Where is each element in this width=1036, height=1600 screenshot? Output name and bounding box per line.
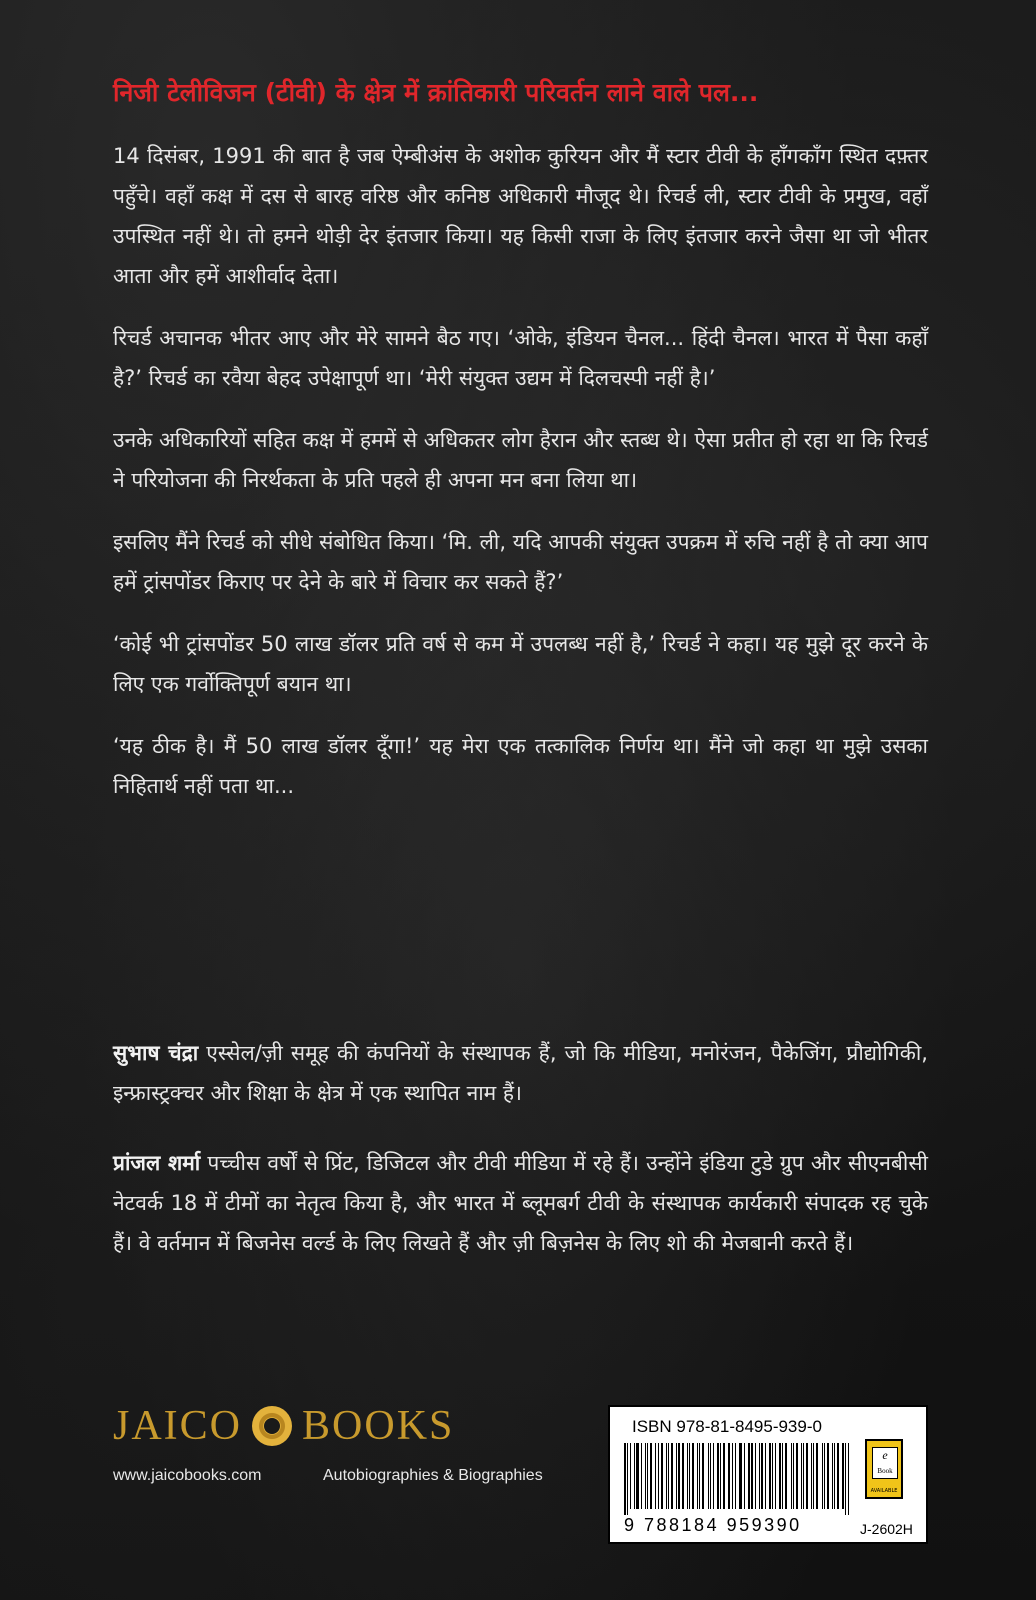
ebook-label bbox=[872, 1447, 898, 1479]
ebook-letter: e bbox=[882, 1448, 888, 1462]
ebook-available-icon bbox=[865, 1439, 903, 1499]
barcode-bar bbox=[848, 1443, 849, 1515]
logo-text-right: BOOKS bbox=[302, 1403, 455, 1449]
barcode-bar bbox=[666, 1443, 667, 1509]
barcode-bars bbox=[624, 1443, 852, 1517]
sun-emblem-icon bbox=[252, 1406, 292, 1446]
barcode-digits: 9 788184 959390 bbox=[624, 1515, 802, 1535]
barcode-bar bbox=[779, 1443, 781, 1509]
barcode-bar bbox=[678, 1443, 680, 1509]
author-name-1: सुभाष चंद्रा bbox=[113, 1041, 199, 1065]
author-bio-text-2: पच्चीस वर्षों से प्रिंट, डिजिटल और टीवी मीडिया में रहे हैं। उन्होंने इंडिया टुडे ग्रुप और सीएनबीसी नेटवर्क 18 में टीमों का नेतृत्व किया है, और भारत में ब्लूमबर्ग टीवी के संस्थापक कार्यकारी संपादक रह चुके हैं। वे वर्तमान में बिजनेस वर्ल्ड के लिए लिखते हैं और ज़ी बिज़नेस के लिए शो की मेजबानी करते हैं। bbox=[113, 1151, 928, 1255]
barcode-bar bbox=[676, 1443, 677, 1509]
author-name-2: प्रांजल शर्मा bbox=[113, 1151, 201, 1175]
barcode-bar bbox=[682, 1443, 684, 1509]
barcode-bar bbox=[761, 1443, 763, 1509]
barcode-bar bbox=[772, 1443, 773, 1509]
barcode-bar bbox=[641, 1443, 642, 1509]
barcode-bar bbox=[824, 1443, 825, 1509]
barcode-bar bbox=[647, 1443, 648, 1509]
paragraph-2: रिचर्ड अचानक भीतर आए और मेरे सामने बैठ गए। ‘ओके, इंडियन चैनल... हिंदी चैनल। भारत में पैसा कहाँ है?’ रिचर्ड का रवैया बेहद उपेक्षापूर्ण था। ‘मेरी संयुक्त उद्यम में दिलचस्पी नहीं है।’ bbox=[113, 325, 928, 390]
barcode-bar bbox=[759, 1443, 760, 1509]
barcode-bar bbox=[740, 1443, 742, 1509]
barcode-bar bbox=[782, 1443, 783, 1509]
publisher-website[interactable]: www.jaicobooks.com bbox=[113, 1467, 262, 1484]
barcode-bar bbox=[702, 1443, 704, 1509]
barcode-bar bbox=[803, 1443, 804, 1509]
publisher-logo bbox=[113, 1402, 454, 1450]
barcode-bar bbox=[720, 1443, 721, 1509]
barcode-bar bbox=[728, 1443, 730, 1509]
barcode-bar bbox=[769, 1443, 771, 1509]
barcode-bar bbox=[796, 1443, 798, 1509]
barcode-bar bbox=[775, 1443, 776, 1509]
logo-text-left: JAICO bbox=[113, 1403, 243, 1449]
barcode-bar bbox=[655, 1443, 657, 1509]
barcode-bar bbox=[624, 1443, 626, 1515]
author-bio-1 bbox=[113, 1033, 928, 1113]
ebook-available-text: AVAILABLE bbox=[870, 1488, 898, 1494]
barcode-bar bbox=[811, 1443, 812, 1509]
barcode-bar bbox=[658, 1443, 659, 1509]
barcode-bar bbox=[785, 1443, 787, 1509]
paragraph-4: इसलिए मैंने रिचर्ड को सीधे संबोधित किया। ‘मि. ली, यदि आपकी संयुक्त उपक्रम में रुचि नहीं है तो क्या आप हमें ट्रांसपोंडर किराए पर देने के बारे में विचार कर सकते हैं?’ bbox=[113, 529, 928, 594]
barcode-bar bbox=[630, 1443, 631, 1509]
barcode-bar bbox=[645, 1443, 646, 1509]
barcode-bar bbox=[692, 1443, 694, 1509]
author-bio-2 bbox=[113, 1143, 928, 1263]
barcode-bar bbox=[713, 1443, 714, 1509]
paragraph-5: ‘कोई भी ट्रांसपोंडर 50 लाख डॉलर प्रति वर्ष से कम में उपलब्ध नहीं है,’ रिचर्ड ने कहा। यह मुझे दूर करने के लिए एक गर्वोक्तिपूर्ण बयान था। bbox=[113, 631, 928, 696]
barcode-bar bbox=[671, 1443, 673, 1509]
barcode-bar bbox=[723, 1443, 725, 1509]
barcode-bar bbox=[816, 1443, 818, 1509]
barcode-bar bbox=[791, 1443, 792, 1509]
barcode-bar bbox=[834, 1443, 835, 1509]
barcode-bar bbox=[636, 1443, 638, 1509]
barcode-bar bbox=[765, 1443, 766, 1509]
barcode-bar bbox=[717, 1443, 719, 1509]
barcode-bar bbox=[699, 1443, 700, 1509]
paragraph-3: उनके अधिकारियों सहित कक्ष में हममें से अधिकतर लोग हैरान और स्तब्ध थे। ऐसा प्रतीत हो रहा था कि रिचर्ड ने परियोजना की निरर्थकता के प्रति पहले ही अपना मन बना लिया था। bbox=[113, 427, 928, 492]
barcode-bar bbox=[739, 1443, 740, 1509]
barcode-bar bbox=[650, 1443, 652, 1509]
barcode-bar bbox=[827, 1443, 829, 1509]
paragraph-1: 14 दिसंबर, 1991 की बात है जब ऐम्बीअंस के अशोक कुरियन और मैं स्टार टीवी के हाँगकाँग स्थित दफ़्तर पहुँचे। वहाँ कक्ष में दस से बारह वरिष्ठ और कनिष्ठ अधिकारी मौजूद थे। रिचर्ड ली, स्टार टीवी के प्रमुख, वहाँ उपस्थित नहीं थे। तो हमने थोड़ी देर इंतजार किया। यह किसी राजा के लिए इंतजार करने जैसा था जो भीतर आता और हमें आशीर्वाद देता। bbox=[113, 143, 928, 288]
barcode-bar bbox=[832, 1443, 833, 1509]
barcode-bar bbox=[697, 1443, 698, 1509]
barcode-bar bbox=[751, 1443, 753, 1509]
barcode-bar bbox=[732, 1443, 733, 1509]
barcode-bar bbox=[822, 1443, 824, 1509]
barcode-bar bbox=[845, 1443, 846, 1515]
barcode-bar bbox=[689, 1443, 690, 1509]
ebook-word: Book bbox=[877, 1467, 893, 1475]
author-bio-text-1: एस्सेल/ज़ी समूह की कंपनियों के संस्थापक हैं, जो कि मीडिया, मनोरंजन, पैकेजिंग, प्रौद्योगिकी, इन्फ्रास्ट्रक्चर और शिक्षा के क्षेत्र में एक स्थापित नाम हैं। bbox=[113, 1041, 928, 1105]
barcode-bar bbox=[837, 1443, 839, 1509]
paragraph-6: ‘यह ठीक है। मैं 50 लाख डॉलर दूँगा!’ यह मेरा एक तत्कालिक निर्णय था। मैंने जो कहा था मुझे उसका निहितार्थ नहीं पता था... bbox=[113, 733, 928, 798]
product-code: J-2602H bbox=[860, 1521, 913, 1537]
barcode-bar bbox=[744, 1443, 745, 1509]
barcode-bar bbox=[687, 1443, 688, 1509]
barcode-bar bbox=[627, 1443, 628, 1515]
book-category: Autobiographies & Biographies bbox=[323, 1467, 543, 1484]
barcode-bar bbox=[735, 1443, 736, 1509]
barcode-bar bbox=[793, 1443, 795, 1509]
barcode-bar bbox=[806, 1443, 808, 1509]
barcode-bar bbox=[708, 1443, 710, 1509]
barcode-bar bbox=[813, 1443, 814, 1509]
barcode-bar bbox=[842, 1443, 844, 1509]
barcode-bar bbox=[755, 1443, 756, 1509]
barcode-bar bbox=[668, 1443, 669, 1509]
main-content bbox=[113, 76, 928, 828]
isbn-text: ISBN 978-81-8495-939-0 bbox=[632, 1417, 822, 1436]
barcode-bar bbox=[710, 1443, 711, 1509]
barcode-panel bbox=[608, 1405, 928, 1544]
headline: निजी टेलीविजन (टीवी) के क्षेत्र में क्रांतिकारी परिवर्तन लाने वाले पल... bbox=[113, 78, 759, 107]
barcode-bar bbox=[634, 1443, 636, 1509]
barcode-bar bbox=[801, 1443, 802, 1509]
barcode-bar bbox=[661, 1443, 663, 1509]
barcode-bar bbox=[748, 1443, 750, 1509]
